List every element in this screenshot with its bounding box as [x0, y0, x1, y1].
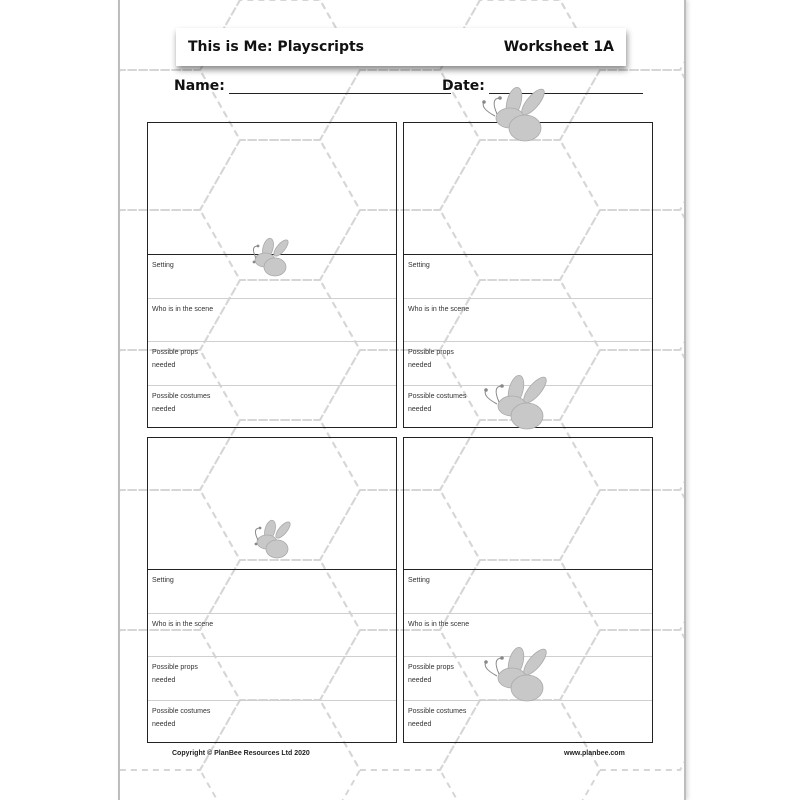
who-row[interactable]: Who is in the scene: [148, 299, 396, 343]
setting-row[interactable]: Setting: [148, 255, 396, 299]
worksheet-title: This is Me: Playscripts: [188, 39, 365, 55]
props-row[interactable]: Possible props needed: [148, 657, 396, 701]
scene-panel-3: [147, 437, 397, 743]
props-row[interactable]: Possible props needed: [404, 657, 652, 701]
bee-icon: [472, 372, 562, 434]
costumes-row[interactable]: Possible costumes needed: [152, 392, 211, 413]
worksheet-page: [118, 0, 686, 800]
who-row[interactable]: Who is in the scene: [148, 614, 396, 658]
bee-icon: [470, 84, 560, 146]
bee-icon: [238, 236, 298, 280]
who-row[interactable]: Who is in the scene: [404, 299, 652, 343]
props-row[interactable]: Possible props needed: [404, 342, 652, 386]
setting-row[interactable]: Setting: [148, 570, 396, 614]
bee-icon: [472, 644, 562, 706]
scene-drawing-box-4[interactable]: [404, 438, 652, 570]
website-footer[interactable]: www.planbee.com: [564, 750, 625, 757]
name-write-line[interactable]: [229, 77, 451, 94]
name-label: Name:: [174, 78, 225, 94]
date-label: Date:: [442, 78, 485, 94]
costumes-row[interactable]: Possible costumes needed: [408, 707, 467, 728]
setting-row[interactable]: Setting: [404, 570, 652, 614]
costumes-row[interactable]: Possible costumes needed: [408, 392, 467, 413]
who-row[interactable]: Who is in the scene: [404, 614, 652, 658]
title-banner: [176, 28, 626, 66]
costumes-row[interactable]: Possible costumes needed: [152, 707, 211, 728]
copyright-footer: Copyright © PlanBee Resources Ltd 2020: [172, 750, 310, 757]
name-field[interactable]: [174, 74, 451, 94]
setting-row[interactable]: Setting: [404, 255, 652, 299]
worksheet-number: Worksheet 1A: [503, 39, 614, 55]
bee-icon: [240, 518, 300, 562]
props-row[interactable]: Possible props needed: [148, 342, 396, 386]
